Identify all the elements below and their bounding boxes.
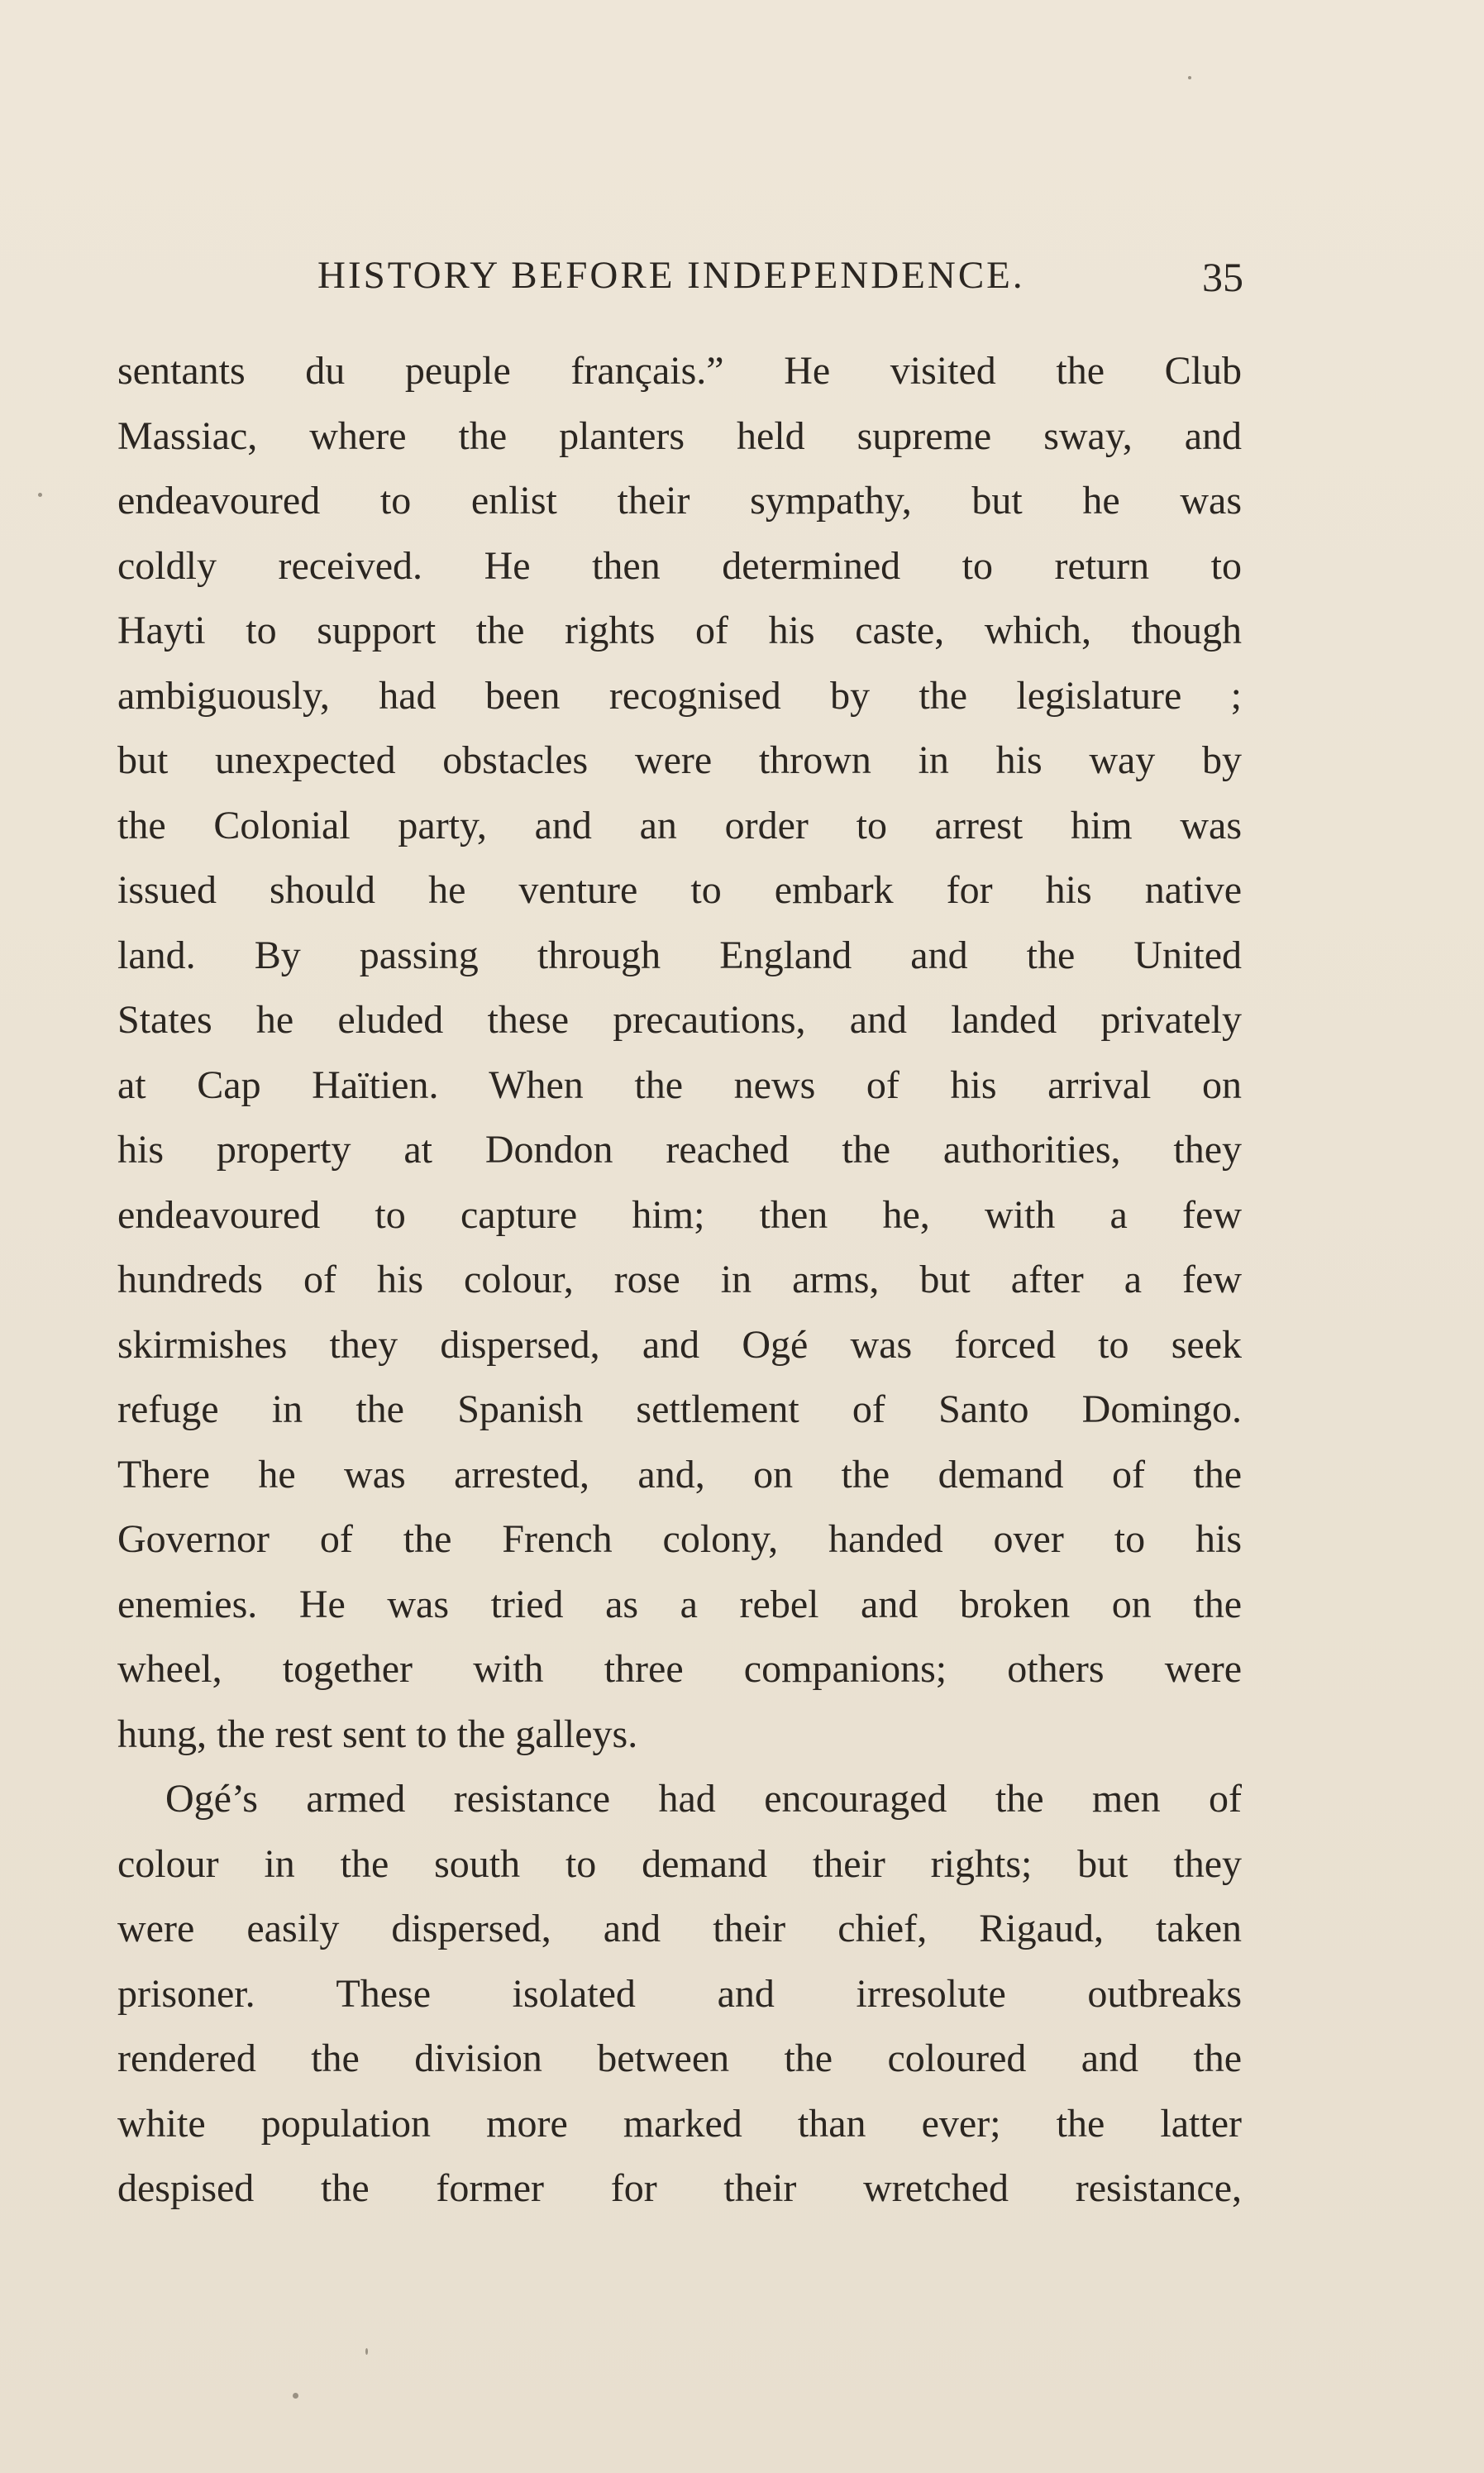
text-line: white population more marked than ever; the latter — [117, 2101, 1242, 2146]
text-line: Hayti to support the rights of his caste, which, though — [117, 609, 1242, 652]
running-title: HISTORY BEFORE INDEPENDENCE. — [317, 254, 1025, 297]
text-line: the Colonial party, and an order to arrest him was — [117, 803, 1242, 847]
text-line: were easily dispersed, and their chief, Rigaud, taken — [117, 1907, 1242, 1950]
text-line: land. By passing through England and the United — [117, 933, 1242, 977]
text-line: enemies. He was tried as a rebel and broken on the — [117, 1582, 1242, 1626]
paper-speck — [1188, 76, 1191, 79]
page-number: 35 — [1202, 254, 1243, 300]
text-line: Massiac, where the planters held supreme sway, and — [117, 413, 1242, 458]
body-text — [117, 339, 1242, 2222]
text-line: sentants du peuple français.” He visited the Club — [117, 349, 1242, 393]
text-line: but unexpected obstacles were thrown in his way by — [117, 738, 1242, 782]
text-line: skirmishes they dispersed, and Ogé was forced to seek — [117, 1322, 1242, 1367]
text-line: hundreds of his colour, rose in arms, but after a few — [117, 1258, 1242, 1301]
text-line: endeavoured to enlist their sympathy, but he was — [117, 479, 1242, 523]
text-line: at Cap Haïtien. When the news of his arrival on — [117, 1062, 1242, 1107]
text-line: refuge in the Spanish settlement of Santo Domingo. — [117, 1387, 1242, 1431]
running-head — [317, 253, 1243, 311]
text-line: coldly received. He then determined to return to — [117, 543, 1242, 588]
text-line: despised the former for their wretched resistance, — [117, 2166, 1242, 2210]
text-line: There he was arrested, and, on the demand of the — [117, 1452, 1242, 1497]
text-line: States he eluded these precautions, and landed privately — [117, 998, 1242, 1042]
paragraph-start-line: Ogé’s armed resistance had encouraged the men of — [165, 1777, 1242, 1821]
text-line: his property at Dondon reached the authorities, they — [117, 1128, 1242, 1172]
text-line: Governor of the French colony, handed over to his — [117, 1517, 1242, 1561]
paper-speck — [365, 2348, 368, 2355]
text-line: rendered the division between the coloured and the — [117, 2036, 1242, 2080]
text-line: issued should he venture to embark for his native — [117, 868, 1242, 912]
text-line: ambiguously, had been recognised by the legislature ; — [117, 673, 1242, 718]
paragraph-end-line: hung, the rest sent to the galleys. — [117, 1712, 638, 1756]
paper-speck — [38, 493, 42, 497]
text-line: wheel, together with three companions; others were — [117, 1647, 1242, 1691]
text-line: colour in the south to demand their rights; but they — [117, 1841, 1242, 1886]
paper-speck — [293, 2393, 298, 2399]
text-line: prisoner. These isolated and irresolute outbreaks — [117, 1971, 1242, 2016]
text-line: endeavoured to capture him; then he, with a few — [117, 1192, 1242, 1237]
